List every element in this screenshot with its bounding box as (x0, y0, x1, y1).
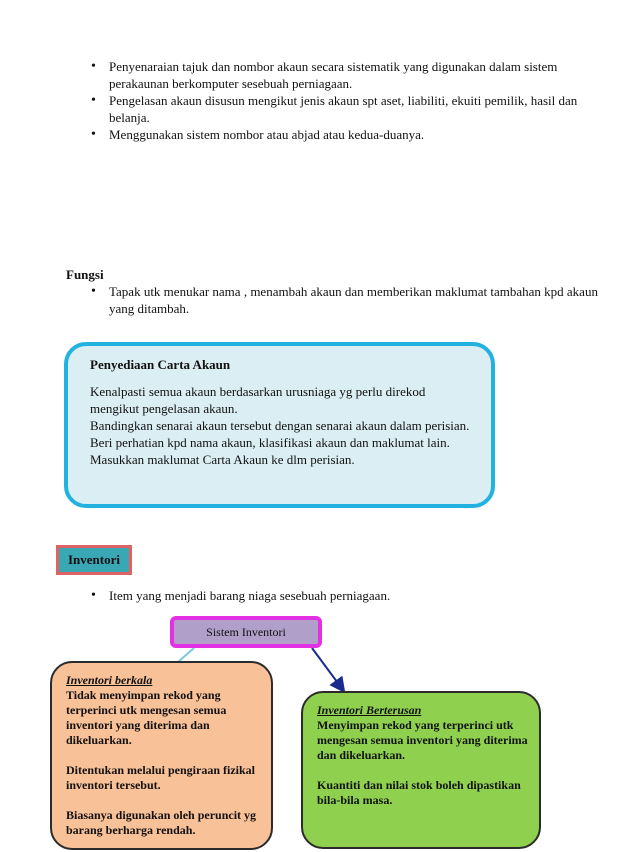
berkala-title: Inventori berkala (66, 673, 153, 687)
carta-akaun-line: Beri perhatian kpd nama akaun, klasifikasi akaun dan maklumat lain. (90, 435, 450, 450)
connector-arrow-right (312, 648, 343, 690)
list-item: • Penyenaraian tajuk dan nombor akaun secara sistematik yang digunakan dalam sistem perakaunan berkomputer sesebuah perniagaan. (84, 58, 604, 92)
list-item: • Menggunakan sistem nombor atau abjad atau kedua-duanya. (84, 126, 604, 143)
list-item: • Pengelasan akaun disusun mengikut jenis akaun spt aset, liabiliti, ekuiti pemilik, hasil dan belanja. (84, 92, 604, 126)
inventori-label: Inventori (56, 545, 132, 575)
berkala-paragraph: Tidak menyimpan rekod yang terperinci utk mengesan semua inventori yang diterima dan dikeluarkan. (66, 688, 227, 747)
carta-akaun-line: Bandingkan senarai akaun tersebut dengan senarai akaun dalam perisian. (90, 418, 470, 433)
list-item: • Item yang menjadi barang niaga sesebuah perniagaan. (84, 587, 604, 604)
berterusan-title: Inventori Berterusan (317, 703, 422, 717)
berkala-paragraph: Ditentukan melalui pengiraan fizikal inventori tersebut. (66, 763, 256, 792)
berterusan-paragraph: Kuantiti dan nilai stok boleh dipastikan bila-bila masa. (317, 778, 521, 807)
inventori-berterusan-box (301, 691, 541, 849)
list-item: • Tapak utk menukar nama , menambah akaun dan memberikan maklumat tambahan kpd akaun yang ditambah. (84, 283, 604, 317)
sistem-inventori-box: Sistem Inventori (170, 616, 322, 648)
carta-akaun-line: Masukkan maklumat Carta Akaun ke dlm perisian. (90, 452, 355, 467)
carta-akaun-title: Penyediaan Carta Akaun (90, 357, 231, 372)
berkala-paragraph: Biasanya digunakan oleh peruncit yg barang berharga rendah. (66, 808, 257, 837)
connector-line-left (178, 648, 194, 662)
carta-akaun-line: Kenalpasti semua akaun berdasarkan urusniaga yg perlu direkod mengikut pengelasan akaun. (90, 384, 426, 416)
inventori-berkala-box (50, 661, 273, 850)
berterusan-paragraph: Menyimpan rekod yang terperinci utk mengesan semua inventori yang diterima dan dikeluarkan. (317, 718, 528, 762)
fungsi-heading: Fungsi (66, 267, 104, 282)
